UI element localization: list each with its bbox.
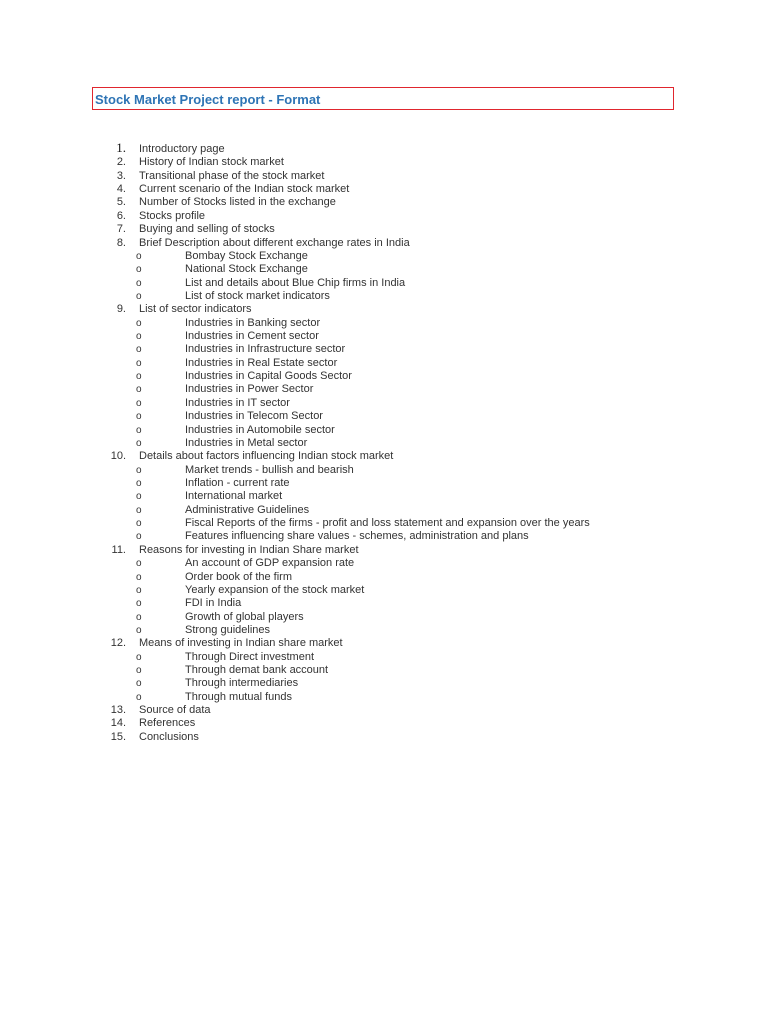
item-text: Means of investing in Indian share market — [139, 637, 343, 650]
list-item — [0, 140, 768, 156]
circle-bullet-icon: o — [136, 357, 142, 369]
item-text: Number of Stocks listed in the exchange — [139, 196, 336, 209]
circle-bullet-icon: o — [136, 424, 142, 436]
sub-item-text: Industries in Power Sector — [185, 383, 314, 396]
item-number: 12. — [110, 637, 126, 650]
sub-item-text: Through Direct investment — [185, 650, 314, 663]
sub-item-text: Growth of global players — [185, 610, 304, 623]
sub-item-text: Inflation - current rate — [185, 476, 290, 489]
sub-item-text: Strong guidelines — [185, 623, 271, 636]
sub-list-item — [0, 584, 768, 597]
item-text: Reasons for investing in Indian Share market — [139, 543, 359, 556]
sub-list-item — [0, 571, 768, 584]
circle-bullet-icon: o — [136, 250, 142, 262]
sub-item-text: Administrative Guidelines — [185, 503, 310, 516]
circle-bullet-icon: o — [136, 384, 142, 396]
circle-bullet-icon: o — [136, 371, 142, 383]
list-item — [0, 156, 768, 169]
sub-list-item — [0, 370, 768, 383]
sub-list-item — [0, 424, 768, 437]
sub-list-item — [0, 691, 768, 704]
item-number: 1. — [116, 140, 126, 155]
circle-bullet-icon: o — [136, 531, 142, 543]
sub-list-item — [0, 664, 768, 677]
sub-item-text: Features influencing share values - schemes, administration and plans — [185, 530, 529, 543]
circle-bullet-icon: o — [136, 437, 142, 449]
item-number: 15. — [110, 730, 126, 743]
list-item — [0, 717, 768, 730]
sub-item-text: Industries in Capital Goods Sector — [185, 370, 352, 383]
list-item — [0, 704, 768, 717]
circle-bullet-icon: o — [136, 464, 142, 476]
sub-list-item — [0, 317, 768, 330]
item-number: 9. — [116, 303, 126, 316]
item-text: List of sector indicators — [139, 303, 252, 316]
item-text: Current scenario of the Indian stock market — [139, 183, 350, 196]
sub-list-item — [0, 343, 768, 356]
sub-item-text: Industries in Infrastructure sector — [185, 343, 346, 356]
sub-list-item — [0, 557, 768, 570]
circle-bullet-icon: o — [136, 344, 142, 356]
sub-item-text: Fiscal Reports of the firms - profit and loss statement and expansion over the years — [185, 517, 590, 530]
sub-item-text: Industries in Metal sector — [185, 436, 308, 449]
sub-list-item — [0, 410, 768, 423]
sub-item-text: Industries in Banking sector — [185, 316, 321, 329]
list-item — [0, 210, 768, 223]
sub-list-item — [0, 651, 768, 664]
sub-list-item — [0, 597, 768, 610]
list-item — [0, 237, 768, 250]
circle-bullet-icon: o — [136, 611, 142, 623]
item-text: Brief Description about different exchange rates in India — [139, 236, 410, 249]
circle-bullet-icon: o — [136, 571, 142, 583]
item-number: 6. — [116, 209, 126, 222]
item-text: Introductory page — [139, 143, 225, 155]
sub-item-text: Industries in IT sector — [185, 396, 290, 409]
sub-item-text: List and details about Blue Chip firms in India — [185, 276, 406, 289]
circle-bullet-icon: o — [136, 584, 142, 596]
circle-bullet-icon: o — [136, 678, 142, 690]
item-text: History of Indian stock market — [139, 156, 284, 169]
item-number: 2. — [116, 156, 126, 169]
item-number: 13. — [110, 704, 126, 717]
sub-item-text: National Stock Exchange — [185, 263, 308, 276]
circle-bullet-icon: o — [136, 290, 142, 302]
item-text: Conclusions — [139, 730, 199, 743]
circle-bullet-icon: o — [136, 691, 142, 703]
sub-list-item — [0, 277, 768, 290]
circle-bullet-icon: o — [136, 491, 142, 503]
item-number: 7. — [116, 223, 126, 236]
list-item — [0, 544, 768, 557]
sub-item-text: FDI in India — [185, 597, 242, 610]
list-item — [0, 170, 768, 183]
circle-bullet-icon: o — [136, 317, 142, 329]
circle-bullet-icon: o — [136, 598, 142, 610]
item-text: Details about factors influencing Indian stock market — [139, 450, 394, 463]
sub-item-text: Order book of the firm — [185, 570, 292, 583]
sub-list-item — [0, 530, 768, 543]
sub-list-item — [0, 677, 768, 690]
list-item — [0, 196, 768, 209]
circle-bullet-icon: o — [136, 518, 142, 530]
outline-list — [0, 140, 768, 744]
sub-item-text: Industries in Automobile sector — [185, 423, 335, 436]
sub-list-item — [0, 437, 768, 450]
sub-item-text: Through demat bank account — [185, 664, 329, 677]
sub-item-text: Market trends - bullish and bearish — [185, 463, 354, 476]
item-text: References — [139, 717, 196, 730]
sub-list-item — [0, 477, 768, 490]
circle-bullet-icon: o — [136, 558, 142, 570]
sub-item-text: An account of GDP expansion rate — [185, 557, 355, 570]
list-item — [0, 303, 768, 316]
list-item — [0, 450, 768, 463]
item-number: 8. — [116, 236, 126, 249]
circle-bullet-icon: o — [136, 624, 142, 636]
sub-item-text: Industries in Real Estate sector — [185, 356, 338, 369]
sub-list-item — [0, 504, 768, 517]
circle-bullet-icon: o — [136, 651, 142, 663]
sub-item-text: Yearly expansion of the stock market — [185, 583, 365, 596]
title-box — [92, 87, 674, 110]
sub-item-text: Industries in Cement sector — [185, 330, 319, 343]
item-text: Stocks profile — [139, 209, 206, 222]
list-item — [0, 637, 768, 650]
item-number: 14. — [110, 717, 126, 730]
sub-item-text: Bombay Stock Exchange — [185, 249, 308, 262]
item-number: 5. — [116, 196, 126, 209]
sub-list-item — [0, 290, 768, 303]
circle-bullet-icon: o — [136, 264, 142, 276]
item-number: 11. — [111, 543, 126, 556]
sub-item-text: Industries in Telecom Sector — [185, 410, 323, 423]
document-title: Stock Market Project report - Format — [95, 92, 321, 107]
sub-list-item — [0, 464, 768, 477]
circle-bullet-icon: o — [136, 277, 142, 289]
sub-list-item — [0, 624, 768, 637]
circle-bullet-icon: o — [136, 477, 142, 489]
circle-bullet-icon: o — [136, 504, 142, 516]
list-item — [0, 223, 768, 236]
circle-bullet-icon: o — [136, 397, 142, 409]
sub-list-item — [0, 397, 768, 410]
item-text: Source of data — [139, 704, 211, 717]
sub-list-item — [0, 263, 768, 276]
item-number: 4. — [116, 183, 126, 196]
item-number: 10. — [110, 450, 126, 463]
sub-item-text: Through intermediaries — [185, 677, 299, 690]
sub-list-item — [0, 517, 768, 530]
sub-item-text: International market — [185, 490, 283, 503]
circle-bullet-icon: o — [136, 331, 142, 343]
sub-item-text: Through mutual funds — [185, 690, 293, 703]
list-item — [0, 183, 768, 196]
sub-list-item — [0, 490, 768, 503]
item-text: Transitional phase of the stock market — [139, 169, 325, 182]
circle-bullet-icon: o — [136, 665, 142, 677]
sub-list-item — [0, 357, 768, 370]
item-number: 3. — [116, 169, 126, 182]
sub-list-item — [0, 611, 768, 624]
item-text: Buying and selling of stocks — [139, 223, 275, 236]
sub-list-item — [0, 330, 768, 343]
sub-list-item — [0, 383, 768, 396]
sub-item-text: List of stock market indicators — [185, 289, 330, 302]
list-item — [0, 731, 768, 744]
circle-bullet-icon: o — [136, 411, 142, 423]
sub-list-item — [0, 250, 768, 263]
